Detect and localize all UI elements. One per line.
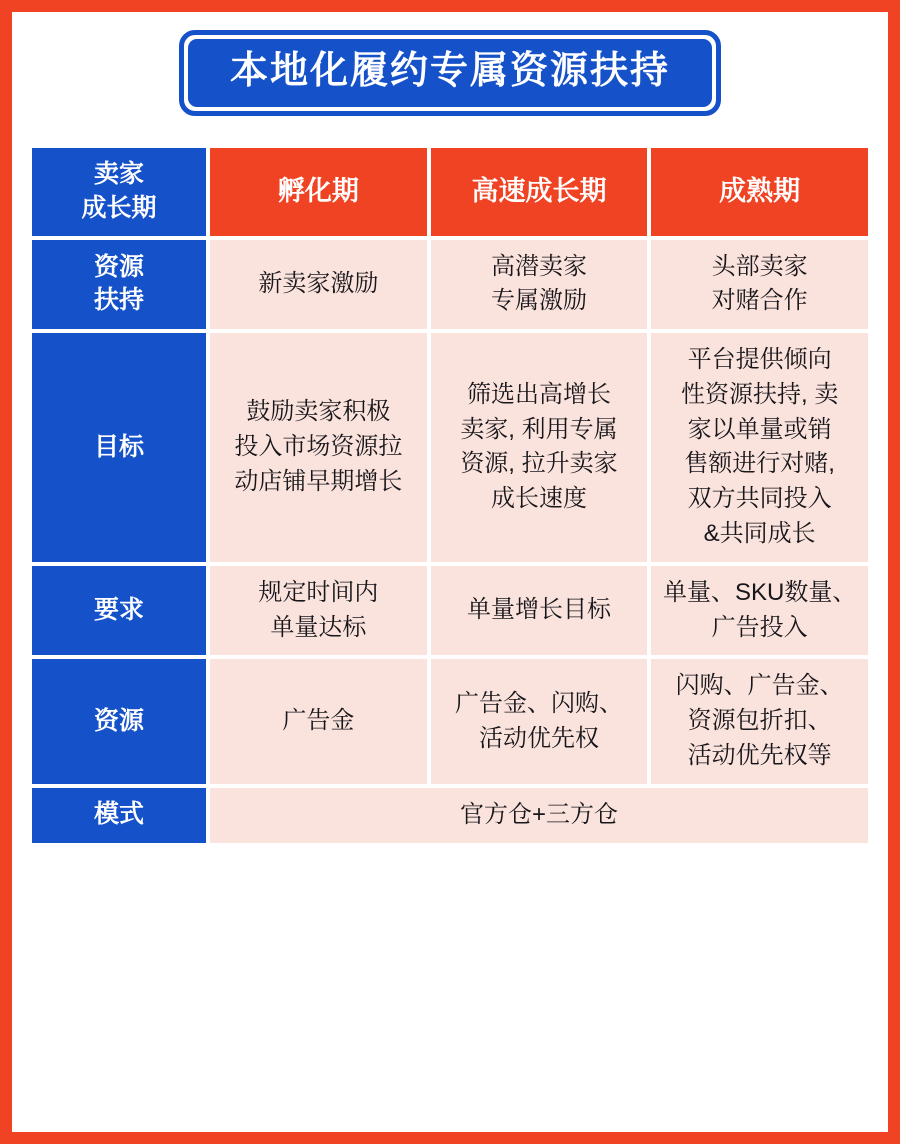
table-row [32, 566, 868, 656]
table-row [32, 333, 868, 562]
header-corner-line-1: 卖家 [93, 160, 144, 188]
cell-line: 活动优先权等 [687, 742, 832, 770]
cell-line: 规定时间内 [258, 578, 379, 606]
cell-line: 广告金、闪购、 [454, 689, 623, 717]
cell-goal-incubation [210, 333, 427, 562]
cell-line: 筛选出高增长 [466, 380, 611, 408]
header-phase-mature: 成熟期 [651, 148, 868, 236]
header-corner-cell [32, 148, 206, 236]
cell-line: 动店铺早期增长 [234, 467, 403, 495]
cell-resource-high-growth [431, 659, 648, 783]
cell-line: 资源包折扣、 [687, 707, 832, 735]
cell-goal-mature [651, 333, 868, 562]
cell-line: 广告金 [282, 707, 355, 735]
cell-line: 高潜卖家 [490, 252, 587, 280]
cell-line: 单量达标 [270, 613, 367, 641]
row-label-line-1: 模式 [93, 800, 144, 829]
cell-requirement-high-growth [431, 566, 648, 656]
cell-line: 卖家, 利用专属 [460, 415, 618, 443]
title-container [12, 30, 888, 116]
row-label-resource [32, 659, 206, 783]
cell-line: 闪购、广告金、 [675, 672, 844, 700]
resource-support-table [28, 144, 872, 847]
cell-resource-mature [651, 659, 868, 783]
row-label-requirement [32, 566, 206, 656]
cell-line: 单量、SKU数量、 [662, 578, 857, 606]
cell-line: 头部卖家 [711, 252, 808, 280]
cell-resource-incubation [210, 659, 427, 783]
table-header-row [32, 148, 868, 236]
row-label-line-1: 资源 [93, 252, 144, 281]
row-label-resource-support [32, 240, 206, 330]
cell-line: 售额进行对赌, [684, 450, 835, 478]
row-label-line-2: 扶持 [93, 286, 144, 315]
page-title: 本地化履约专属资源扶持 [229, 50, 670, 92]
cell-line: 单量增长目标 [466, 596, 611, 624]
cell-resource-support-mature [651, 240, 868, 330]
title-badge [179, 30, 721, 116]
cell-mode-all-phases [210, 788, 868, 843]
cell-line: 新卖家激励 [258, 269, 379, 297]
cell-line: 官方仓+三方仓 [459, 800, 618, 828]
cell-resource-support-incubation [210, 240, 427, 330]
row-label-goal [32, 333, 206, 562]
cell-line: 资源, 拉升卖家 [460, 450, 618, 478]
table-row [32, 240, 868, 330]
row-label-line-1: 要求 [93, 595, 144, 624]
table-row [32, 659, 868, 783]
cell-line: 性资源扶持, 卖 [680, 380, 839, 408]
cell-requirement-mature [651, 566, 868, 656]
header-phase-incubation: 孵化期 [210, 148, 427, 236]
cell-line: 广告投入 [711, 613, 808, 641]
cell-line: 鼓励卖家积极 [246, 398, 391, 426]
cell-line: 专属激励 [490, 287, 587, 315]
cell-line: 成长速度 [490, 485, 587, 513]
header-corner-line-2: 成长期 [81, 193, 157, 222]
cell-requirement-incubation [210, 566, 427, 656]
cell-line: 平台提供倾向 [687, 346, 832, 374]
title-inner [188, 39, 712, 107]
header-phase-high-growth: 高速成长期 [431, 148, 648, 236]
cell-line: 投入市场资源拉 [234, 433, 403, 461]
cell-goal-high-growth [431, 333, 648, 562]
cell-line: 活动优先权 [478, 724, 599, 752]
cell-line: &共同成长 [703, 520, 816, 548]
cell-line: 对赌合作 [711, 287, 808, 315]
cell-line: 双方共同投入 [687, 485, 832, 513]
poster-card [12, 12, 888, 1132]
row-label-line-1: 资源 [93, 706, 144, 735]
row-label-line-1: 目标 [93, 432, 144, 461]
table-row [32, 788, 868, 843]
cell-line: 家以单量或销 [687, 415, 832, 443]
cell-resource-support-high-growth [431, 240, 648, 330]
row-label-mode [32, 788, 206, 843]
